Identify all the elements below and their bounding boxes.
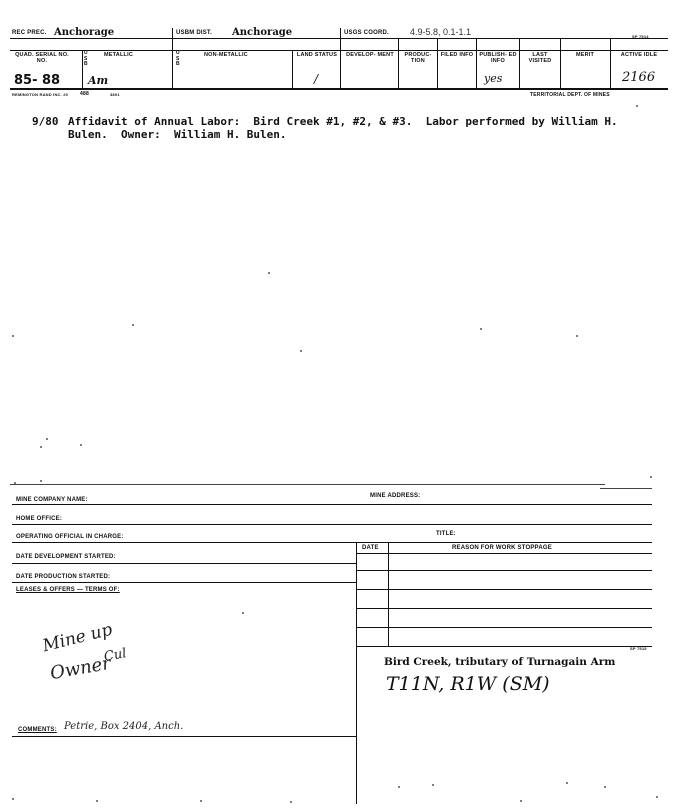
published-info-header: PUBLISH- ED INFO [479, 52, 517, 64]
remington-footer: REMINGTON RAND INC. 20 [12, 92, 69, 97]
comments-value: Petrie, Box 2404, Anch. [64, 721, 184, 732]
date-column-header: DATE [362, 545, 379, 551]
location-handwritten: T11N, R1W (SM) [386, 673, 550, 695]
comments-label: COMMENTS: [18, 727, 57, 733]
land-status-value: / [314, 72, 319, 86]
usbm-dist-value: Anchorage [232, 27, 293, 38]
usgs-coord-label: USGS COORD. [344, 30, 389, 36]
land-status-header: LAND STATUS [296, 52, 338, 58]
active-idle-header: ACTIVE IDLE [620, 52, 658, 58]
operating-official-label: OPERATING OFFICIAL IN CHARGE: [16, 534, 124, 540]
form-number: SP 7514 [632, 34, 649, 39]
usb-letters-1: U S B [84, 50, 88, 67]
metallic-header: METALLIC [104, 52, 133, 58]
production-header: PRODUC- TION [404, 52, 432, 64]
entry-line-1: Affidavit of Annual Labor: Bird Creek #1, #2, & #3. Labor performed by William H. [68, 115, 618, 128]
leases-offers-label: LEASES & OFFERS — TERMS OF: [16, 587, 120, 593]
handwritten-note-mine-up: Mine up [40, 619, 115, 657]
rec-prec-label: REC PREC. [12, 30, 47, 36]
footer-code-2: 3801 [110, 92, 120, 97]
form-number-2: SP 7515 [630, 646, 647, 651]
development-header: DEVELOP- MENT [346, 52, 394, 58]
usbm-dist-label: USBM DIST. [176, 30, 213, 36]
rec-prec-value: Anchorage [54, 27, 115, 38]
territorial-footer: TERRITORIAL DEPT. OF MINES [530, 92, 610, 98]
reason-column-header: REASON FOR WORK STOPPAGE [452, 545, 552, 551]
usb-letters-2: U S B [176, 50, 180, 67]
handwritten-note-cul: Cul [102, 646, 128, 665]
handwritten-note-owner: Owner [48, 652, 113, 685]
entry-date: 9/80 [32, 115, 59, 128]
mine-company-name-label: MINE COMPANY NAME: [16, 497, 88, 503]
last-visited-header: LAST VISITED [528, 52, 552, 64]
location-typed: Bird Creek, tributary of Turnagain Arm [384, 656, 616, 668]
quad-serial-value: 85- 88 [14, 73, 61, 88]
usgs-coord-value: 4.9-5.8, 0.1-1.1 [410, 27, 472, 37]
mine-address-label: MINE ADDRESS: [370, 493, 421, 499]
non-metallic-header: NON-METALLIC [204, 52, 248, 58]
quad-serial-header: QUAD. SERIAL NO. NO. [15, 52, 69, 64]
entry-line-2: Bulen. Owner: William H. Bulen. [68, 128, 287, 141]
title-label: TITLE: [436, 531, 456, 537]
active-idle-value: 2166 [622, 70, 656, 85]
published-info-value: yes [484, 72, 503, 85]
merit-header: MERIT [575, 52, 595, 58]
filed-info-header: FILED INFO [440, 52, 474, 58]
date-production-started-label: DATE PRODUCTION STARTED: [16, 574, 111, 580]
date-development-started-label: DATE DEVELOPMENT STARTED: [16, 554, 116, 560]
footer-code-1: 488 [80, 91, 89, 97]
home-office-label: HOME OFFICE: [16, 516, 63, 522]
metallic-value: Am [88, 74, 109, 87]
